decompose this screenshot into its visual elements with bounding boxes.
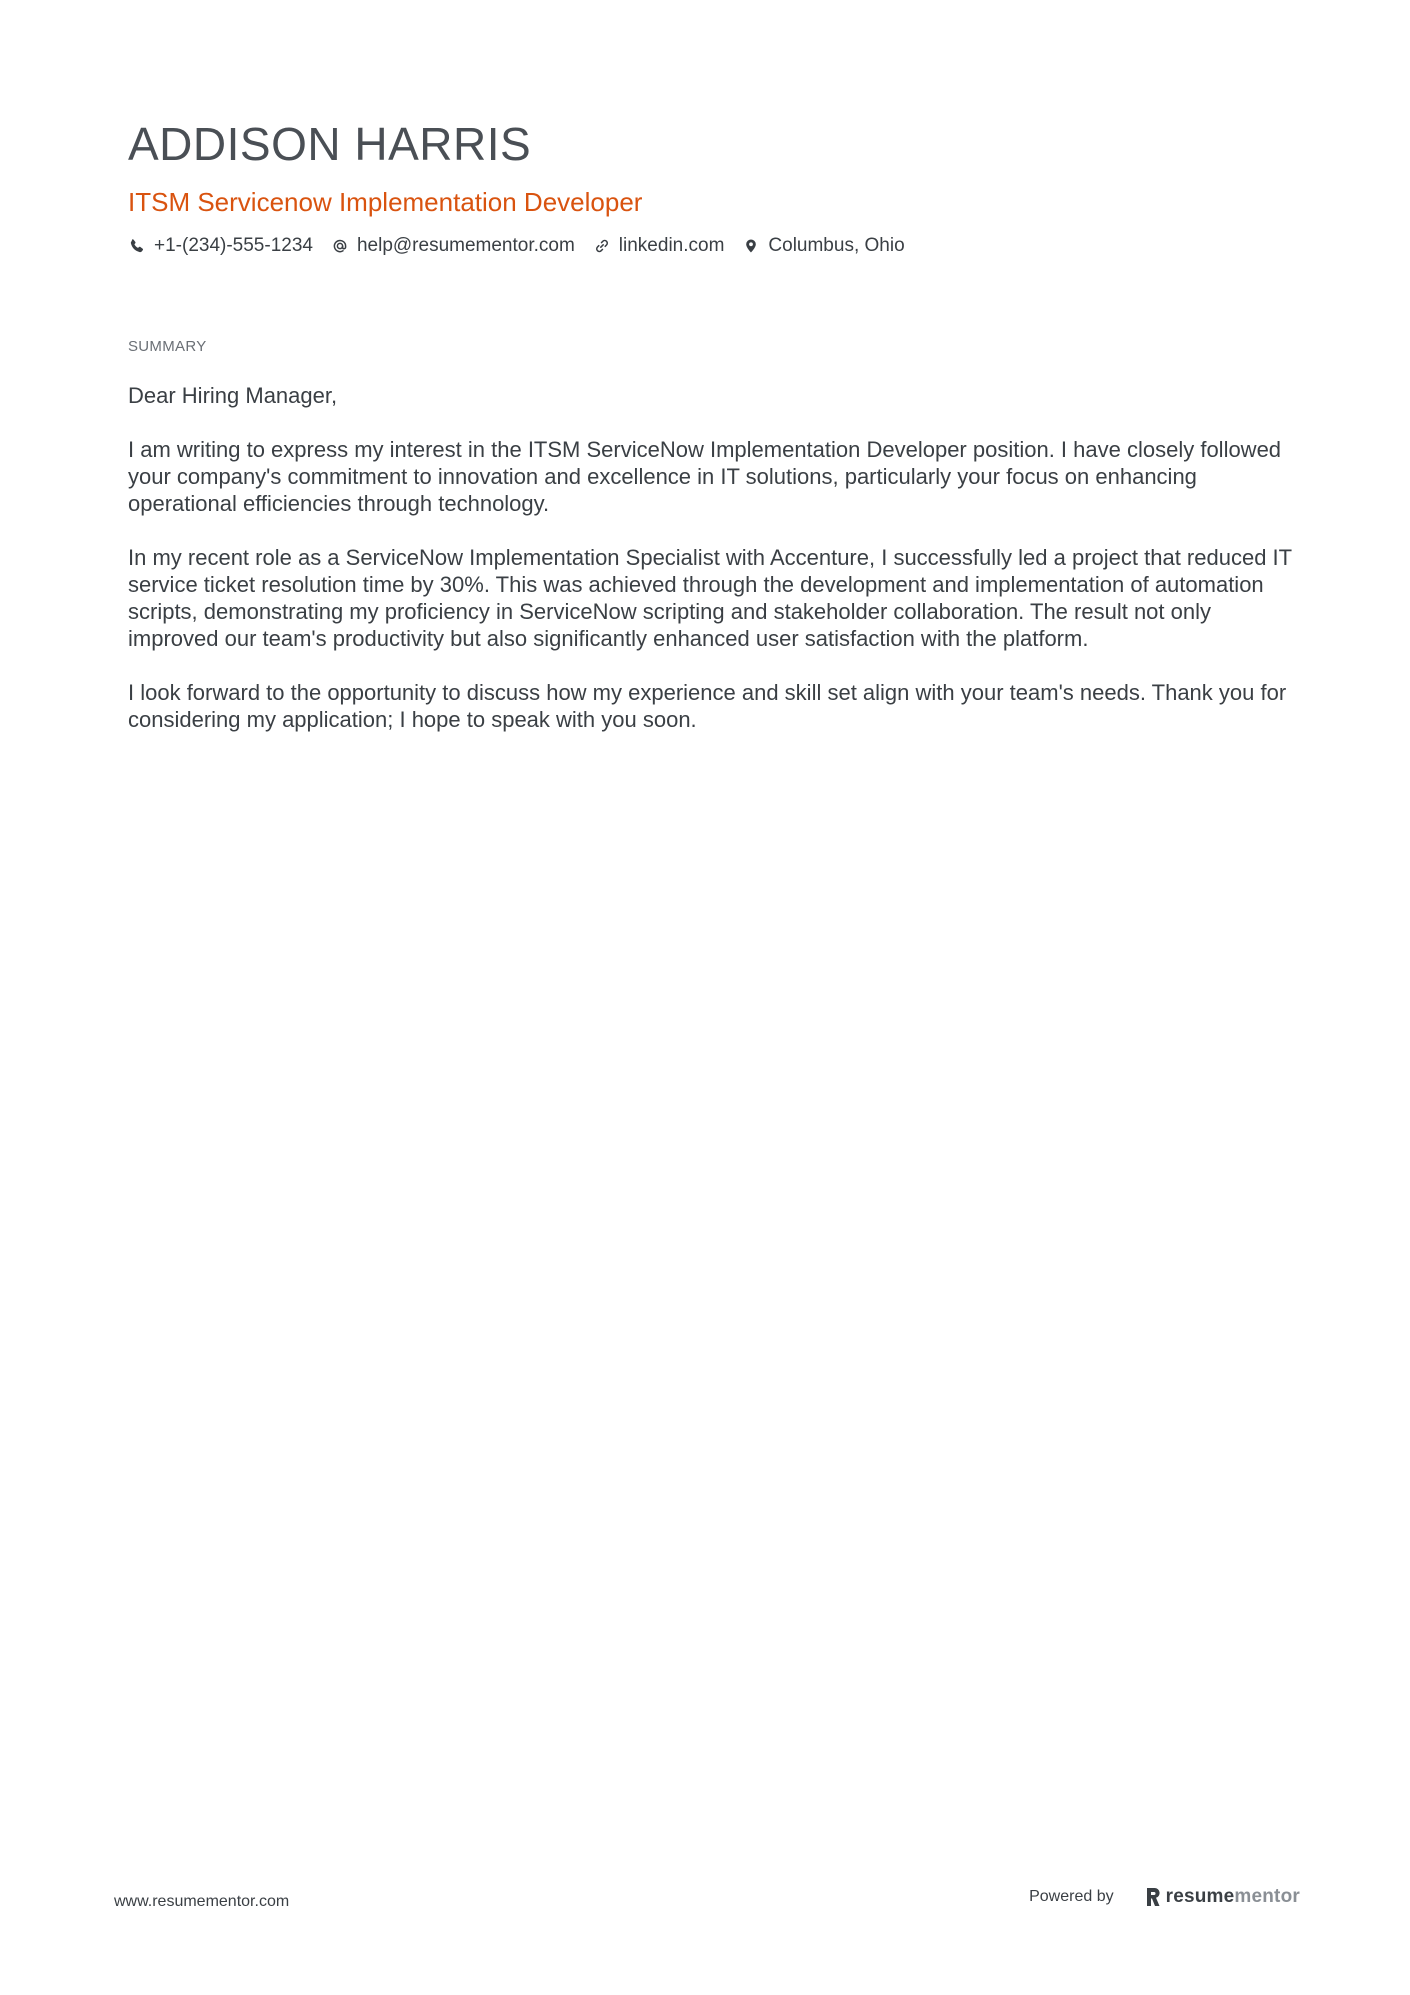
- footer-branding: [1029, 1886, 1300, 1908]
- contact-phone: [128, 232, 313, 260]
- header: [128, 112, 1288, 260]
- candidate-name: ADDISON HARRIS: [128, 118, 532, 170]
- letter-greeting: Dear Hiring Manager,: [128, 383, 338, 408]
- footer-website-link[interactable]: www.resumementor.com: [114, 1893, 290, 1910]
- location-text: Columbus, Ohio: [768, 235, 905, 256]
- letter-paragraph: In my recent role as a ServiceNow Implementation Specialist with Accenture, I successfully led a project that reduced IT service ticket resolution time by 30%. This was achieved through the development and implementation of automation scripts, demonstrating my proficiency in ServiceNow scripting and stakeholder collaboration. The result not only improved our team's productivity but also significantly enhanced user satisfaction with the platform.: [128, 545, 1292, 651]
- section-heading-summary: SUMMARY: [128, 338, 207, 355]
- location-pin-icon: [742, 237, 760, 255]
- brand-name-part1: resume: [1165, 1886, 1235, 1907]
- at-icon: [331, 237, 349, 255]
- link-icon: [593, 237, 611, 255]
- linkedin-text[interactable]: linkedin.com: [618, 235, 725, 256]
- phone-icon: [128, 237, 146, 255]
- letter-paragraph: I am writing to express my interest in the ITSM ServiceNow Implementation Developer position. I have closely followed your company's commitment to innovation and excellence in IT solutions, particularly your focus on enhancing operational efficiencies through technology.: [128, 437, 1282, 516]
- brand-name-part2: mentor: [1234, 1886, 1300, 1907]
- letter-paragraph: I look forward to the opportunity to discuss how my experience and skill set align with your team's needs. Thank you for considering my application; I hope to speak with you soon.: [128, 680, 1287, 732]
- letter-body: [128, 382, 1298, 760]
- resumementor-logo-icon: [1144, 1886, 1162, 1908]
- contact-location: [742, 232, 904, 260]
- phone-text: +1-(234)-555-1234: [154, 235, 313, 256]
- contact-row: [128, 232, 1288, 260]
- brand-logo-link[interactable]: [1144, 1886, 1300, 1908]
- job-title: ITSM Servicenow Implementation Developer: [128, 187, 643, 217]
- powered-by-label: Powered by: [1029, 1888, 1114, 1905]
- contact-linkedin[interactable]: [593, 232, 725, 260]
- email-text[interactable]: help@resumementor.com: [356, 235, 575, 256]
- contact-email[interactable]: [331, 232, 575, 260]
